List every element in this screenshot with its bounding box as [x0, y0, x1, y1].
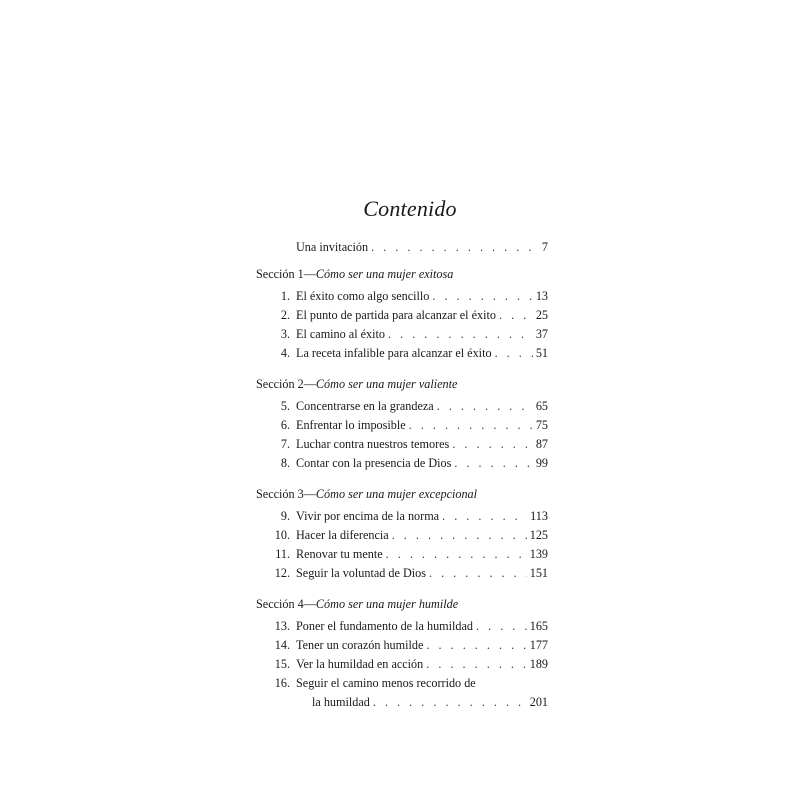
toc-page-number: 51 — [535, 346, 548, 360]
section-subtitle: Cómo ser una mujer exitosa — [315, 267, 454, 281]
toc-entry — [256, 416, 548, 435]
toc-page-number: 75 — [535, 418, 548, 432]
page-title: Contenido — [363, 196, 457, 221]
section-prefix: Sección 3— — [256, 487, 316, 501]
dot-leader — [386, 545, 527, 564]
toc-entry-number: 16. — [274, 676, 290, 690]
toc-entry-number: 14. — [274, 638, 290, 652]
toc-page-number: 13 — [535, 289, 548, 303]
toc-entry — [256, 526, 548, 545]
toc-page-number: 25 — [535, 308, 548, 322]
section-heading — [256, 593, 548, 615]
toc-entry-text: La receta infalible para alcanzar el éxito — [296, 346, 492, 360]
toc-entry-text: El punto de partida para alcanzar el éxito — [296, 308, 496, 322]
toc-page-number: 65 — [535, 399, 548, 413]
toc-page-number: 151 — [529, 566, 548, 580]
toc-entry-text: Seguir la voluntad de Dios — [296, 566, 426, 580]
toc-section-1 — [256, 263, 548, 363]
toc-intro-entry — [256, 238, 548, 257]
toc-section-4 — [256, 593, 548, 712]
toc-entry-text: El camino al éxito — [296, 327, 386, 341]
toc-page-number: 189 — [529, 657, 548, 671]
table-of-contents — [256, 238, 548, 722]
dot-leader — [426, 636, 526, 655]
toc-entry — [256, 325, 548, 344]
toc-entry — [256, 564, 548, 583]
dot-leader — [495, 344, 533, 363]
toc-entry-number: 4. — [280, 346, 290, 360]
dot-leader — [392, 526, 527, 545]
toc-entry — [256, 636, 548, 655]
toc-entry — [256, 507, 548, 526]
toc-page-number: 113 — [530, 509, 548, 523]
dot-leader — [437, 397, 533, 416]
toc-section-3 — [256, 483, 548, 583]
toc-entry-number: 9. — [280, 509, 290, 523]
toc-page-number: 125 — [529, 528, 548, 542]
toc-entry-continuation — [256, 693, 548, 712]
toc-entry-text: Vivir por encima de la norma — [296, 509, 440, 523]
section-subtitle: Cómo ser una mujer excepcional — [315, 487, 478, 501]
toc-page-number: 99 — [535, 456, 548, 470]
toc-entry — [256, 397, 548, 416]
dot-leader — [442, 507, 527, 526]
toc-entry — [256, 306, 548, 325]
toc-page-number: 37 — [535, 327, 548, 341]
toc-entry-number: 1. — [280, 289, 290, 303]
dot-leader — [476, 617, 527, 636]
section-prefix: Sección 4— — [256, 597, 316, 611]
section-prefix: Sección 2— — [256, 377, 316, 391]
toc-entry — [256, 674, 548, 693]
section-subtitle: Cómo ser una mujer humilde — [315, 597, 459, 611]
toc-entry-text: Renovar tu mente — [296, 547, 383, 561]
toc-entry-text: El éxito como algo sencillo — [296, 289, 430, 303]
toc-section-2 — [256, 373, 548, 473]
dot-leader — [499, 306, 533, 325]
toc-entry-number: 8. — [280, 456, 290, 470]
dot-leader — [388, 325, 533, 344]
toc-entry-number: 11. — [275, 547, 290, 561]
toc-entry — [256, 617, 548, 636]
toc-entry-text: Hacer la diferencia — [296, 528, 389, 542]
dot-leader — [373, 693, 527, 712]
toc-entry-text: Tener un corazón humilde — [296, 638, 424, 652]
toc-entry-text: Concentrarse en la grandeza — [296, 399, 434, 413]
toc-entry-number: 6. — [280, 418, 290, 432]
toc-entry-text: Seguir el camino menos recorrido de — [296, 676, 476, 690]
toc-page-number: 87 — [535, 437, 548, 451]
dot-leader — [454, 454, 532, 473]
toc-entry-text: Enfrentar lo imposible — [296, 418, 406, 432]
toc-entry-number: 3. — [280, 327, 290, 341]
toc-entry — [256, 655, 548, 674]
dot-leader — [432, 287, 532, 306]
toc-entry-text: Contar con la presencia de Dios — [296, 456, 452, 470]
toc-entry — [256, 287, 548, 306]
toc-entry-text: Una invitación — [296, 240, 369, 254]
dot-leader — [426, 655, 526, 674]
toc-entry-number: 12. — [274, 566, 290, 580]
dot-leader — [409, 416, 533, 435]
toc-page-number: 201 — [529, 695, 548, 709]
toc-entry — [256, 454, 548, 473]
toc-entry-text: Luchar contra nuestros temores — [296, 437, 450, 451]
toc-entry-text: Poner el fundamento de la humildad — [296, 619, 474, 633]
dot-leader — [371, 238, 539, 257]
toc-entry-number: 5. — [280, 399, 290, 413]
toc-entry-text: Ver la humildad en acción — [296, 657, 424, 671]
toc-entry — [256, 435, 548, 454]
toc-entry-number: 7. — [280, 437, 290, 451]
toc-entry — [256, 545, 548, 564]
toc-entry — [256, 344, 548, 363]
dot-leader — [452, 435, 533, 454]
toc-page-number: 165 — [529, 619, 548, 633]
dot-leader — [429, 564, 527, 583]
section-subtitle: Cómo ser una mujer valiente — [315, 377, 458, 391]
toc-entry-text-continued: la humildad — [312, 695, 370, 709]
toc-entry-number: 10. — [274, 528, 290, 542]
section-heading — [256, 483, 548, 505]
toc-page-number: 177 — [529, 638, 548, 652]
toc-entry-number: 13. — [274, 619, 290, 633]
toc-page-number: 7 — [541, 240, 548, 254]
toc-page-number: 139 — [529, 547, 548, 561]
section-heading — [256, 373, 548, 395]
toc-entry-number: 2. — [280, 308, 290, 322]
toc-entry-number: 15. — [274, 657, 290, 671]
section-prefix: Sección 1— — [256, 267, 316, 281]
section-heading — [256, 263, 548, 285]
